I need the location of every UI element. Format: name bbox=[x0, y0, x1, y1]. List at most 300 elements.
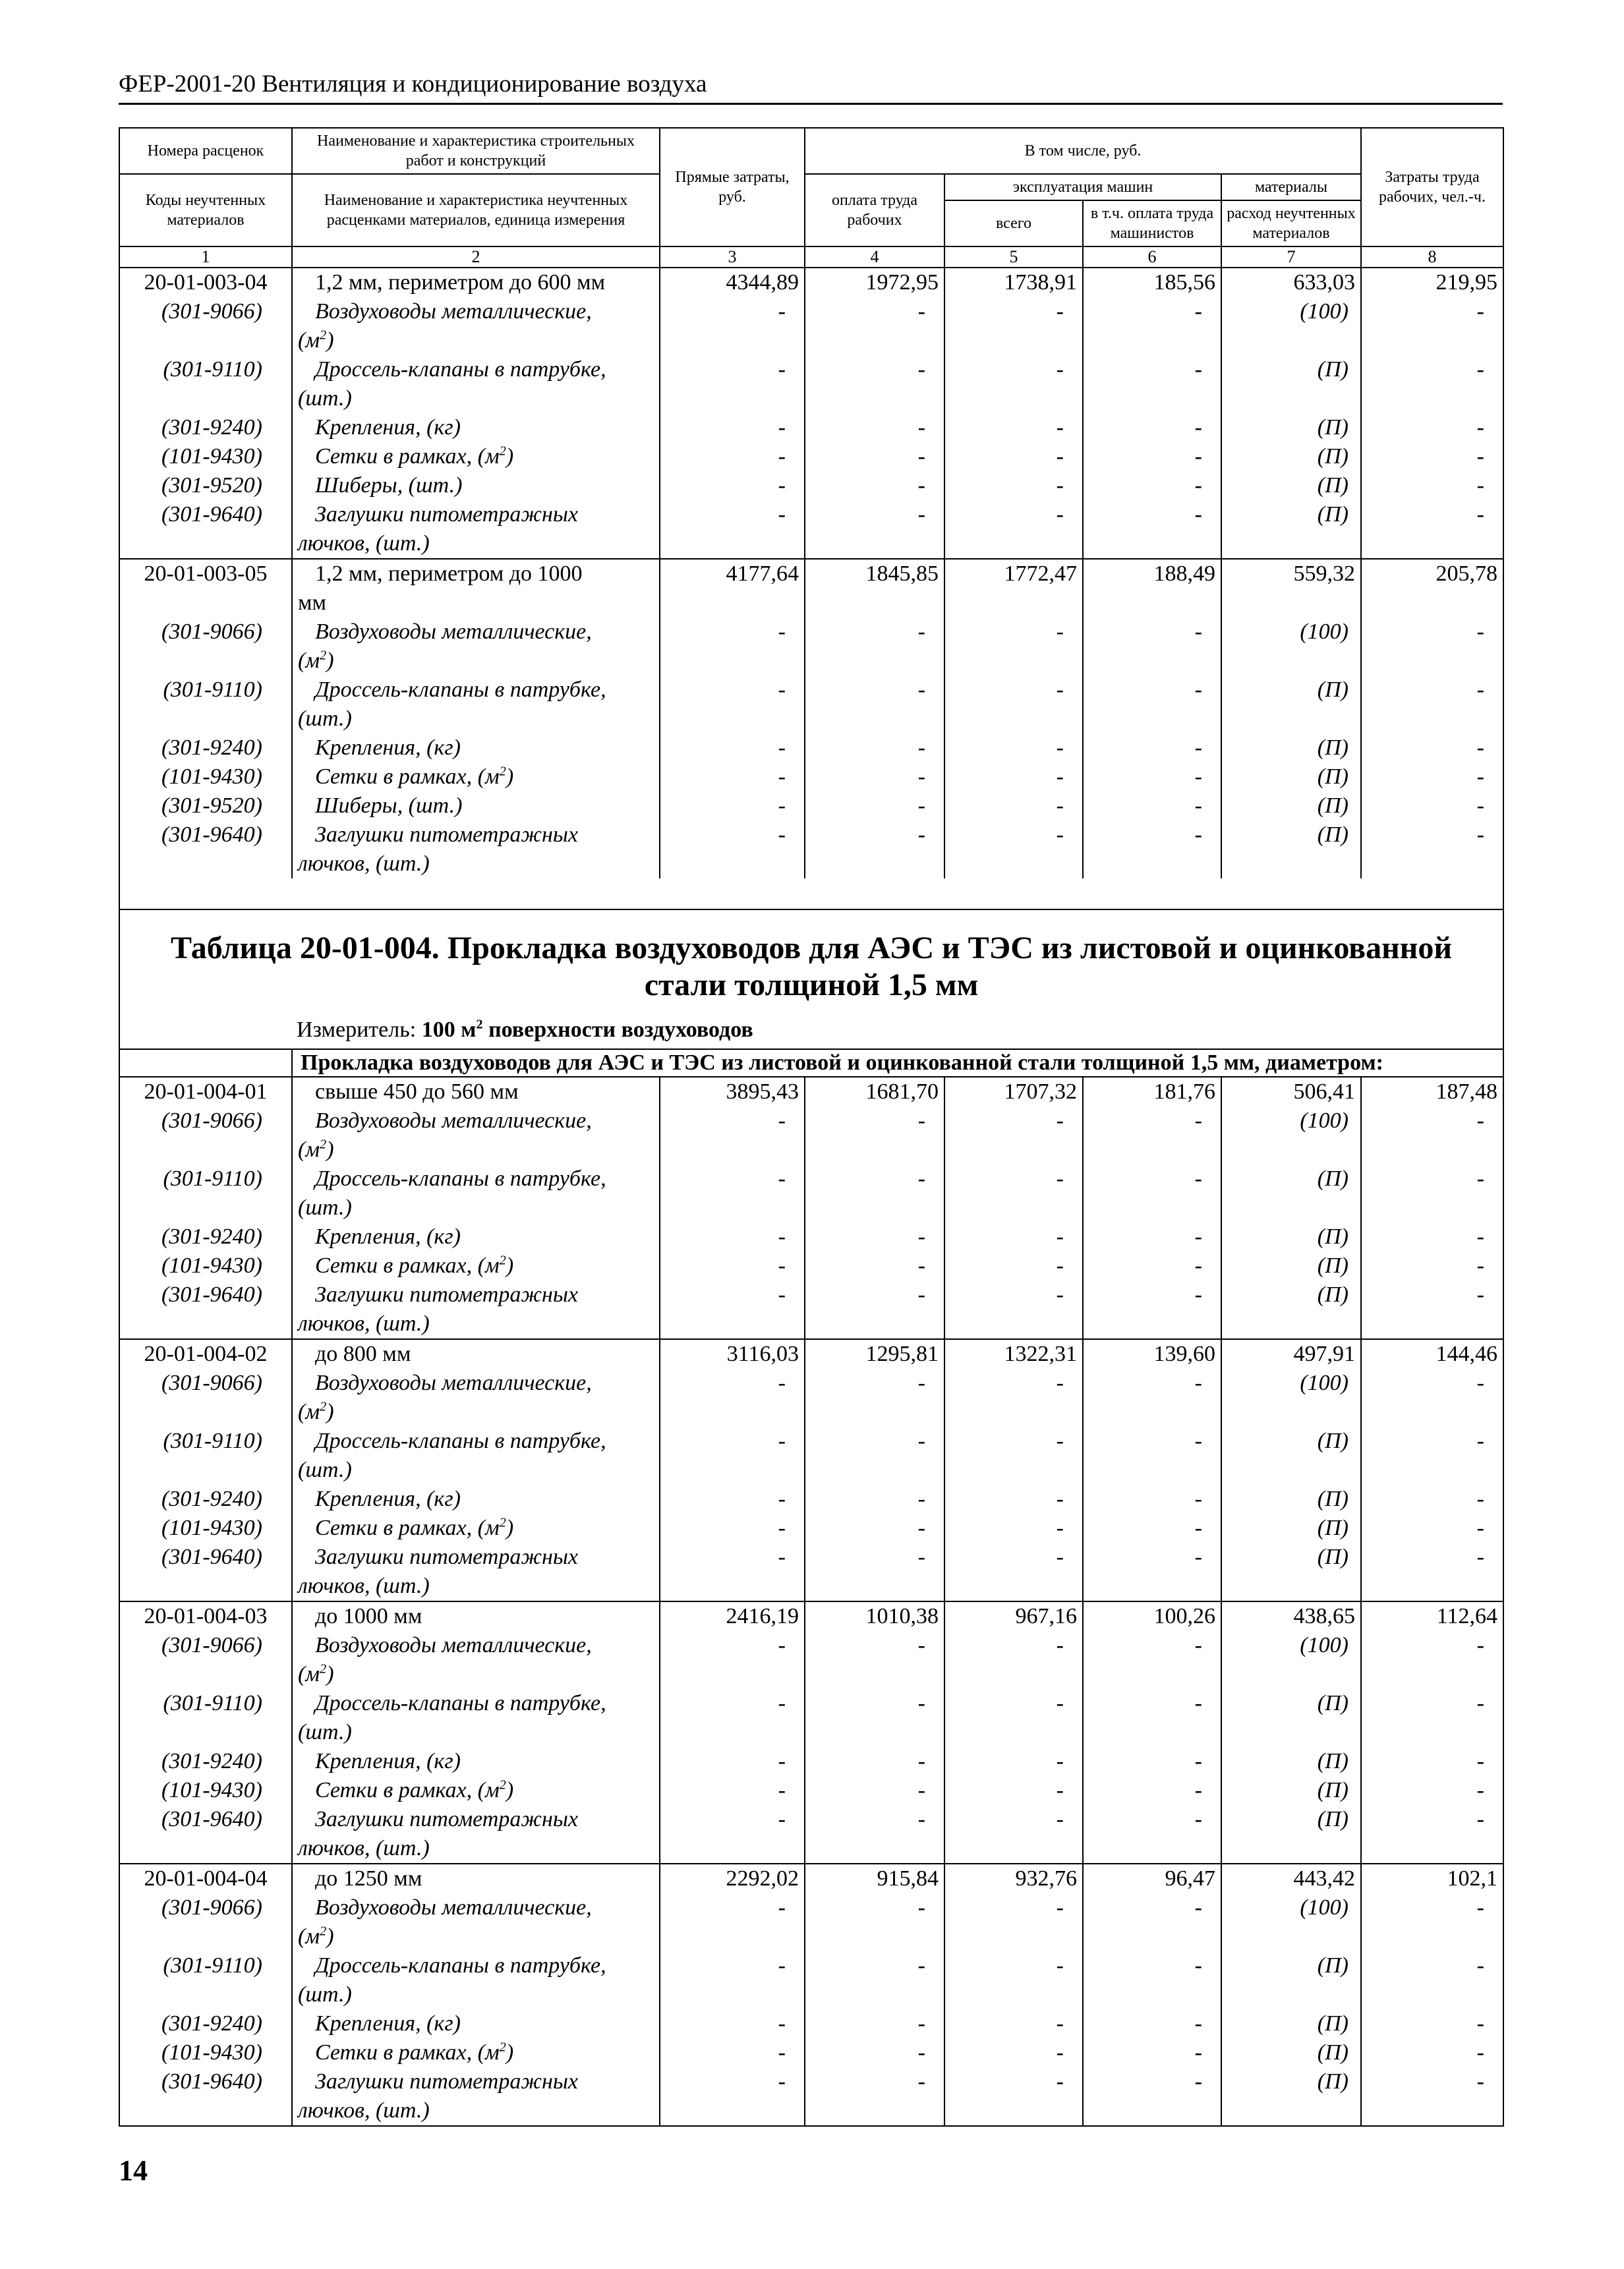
material-name-sup: 2 bbox=[499, 1777, 506, 1793]
material-consumption: (П) bbox=[1221, 500, 1361, 559]
running-head: ФЕР-2001-20 Вентиляция и кондиционирование воздуха bbox=[119, 66, 1503, 105]
material-consumption: (П) bbox=[1221, 1251, 1361, 1280]
dash-cell: - bbox=[660, 1543, 805, 1601]
material-name-text bbox=[298, 2038, 654, 2067]
dash-cell: - bbox=[1083, 471, 1221, 500]
material-name bbox=[292, 791, 660, 820]
material-name-tail: ) bbox=[506, 444, 514, 469]
dash-cell: - bbox=[1083, 762, 1221, 791]
dash-cell: - bbox=[1361, 1514, 1503, 1543]
dash-cell: - bbox=[1083, 442, 1221, 471]
material-code: (301-9520) bbox=[119, 791, 292, 820]
material-name-sup: 2 bbox=[499, 2040, 506, 2055]
dash-cell: - bbox=[1361, 733, 1503, 762]
dash-cell: - bbox=[1361, 1222, 1503, 1251]
material-name bbox=[292, 442, 660, 471]
dash-cell: - bbox=[805, 733, 944, 762]
dash-cell: - bbox=[944, 1893, 1083, 1951]
table2-title-block bbox=[119, 909, 1503, 1049]
material-name-text: Шиберы, (шт.) bbox=[315, 793, 463, 818]
material-name bbox=[292, 1631, 660, 1689]
dash-cell: - bbox=[1361, 1747, 1503, 1776]
material-unit-tail: ) bbox=[326, 1400, 334, 1424]
dash-cell: - bbox=[1361, 1106, 1503, 1164]
machinist-pay: 188,49 bbox=[1083, 559, 1221, 618]
dash-cell: - bbox=[944, 618, 1083, 675]
machinist-pay: 139,60 bbox=[1083, 1339, 1221, 1369]
material-code: (301-9110) bbox=[119, 675, 292, 733]
material-consumption: (П) bbox=[1221, 442, 1361, 471]
dash-cell: - bbox=[944, 1776, 1083, 1805]
material-unit-text: (шт.) bbox=[298, 1720, 352, 1744]
material-code: (301-9640) bbox=[119, 1543, 292, 1601]
material-consumption: (П) bbox=[1221, 1222, 1361, 1251]
machinist-pay: 181,76 bbox=[1083, 1077, 1221, 1106]
dash-cell: - bbox=[1361, 791, 1503, 820]
material-name-text bbox=[298, 1776, 654, 1805]
dash-cell: - bbox=[660, 791, 805, 820]
dash-cell: - bbox=[660, 1369, 805, 1427]
material-unit-text: (м bbox=[298, 1400, 320, 1424]
material-name bbox=[292, 1893, 660, 1951]
dash-cell: - bbox=[944, 1164, 1083, 1222]
dash-cell: - bbox=[1083, 618, 1221, 675]
dash-cell: - bbox=[944, 500, 1083, 559]
material-unit-sup: 2 bbox=[320, 328, 327, 343]
dash-cell: - bbox=[944, 1369, 1083, 1427]
rate-row bbox=[119, 559, 1503, 618]
material-name bbox=[292, 1543, 660, 1601]
material-name-text: Дроссель-клапаны в патрубке, bbox=[315, 1691, 606, 1715]
rate-name bbox=[292, 1864, 660, 1893]
dash-cell: - bbox=[805, 442, 944, 471]
material-row bbox=[119, 618, 1503, 675]
material-consumption: (П) bbox=[1221, 1280, 1361, 1339]
materials-cost: 633,03 bbox=[1221, 268, 1361, 297]
table-title-line2: стали толщиной 1,5 мм bbox=[644, 967, 979, 1002]
material-name bbox=[292, 297, 660, 355]
material-name bbox=[292, 1485, 660, 1514]
dash-cell: - bbox=[1083, 1369, 1221, 1427]
header-machinist-pay: в т.ч. оплата труда машинистов bbox=[1083, 200, 1221, 246]
rate-name-text: до 800 мм bbox=[315, 1342, 411, 1366]
rate-name-text: 1,2 мм, периметром до 600 мм bbox=[315, 270, 606, 295]
material-unit bbox=[298, 1834, 654, 1863]
dash-cell: - bbox=[660, 733, 805, 762]
material-consumption: (100) bbox=[1221, 1106, 1361, 1164]
dash-cell: - bbox=[805, 1251, 944, 1280]
material-row bbox=[119, 297, 1503, 355]
material-unit bbox=[298, 1718, 654, 1747]
dash-cell: - bbox=[660, 2009, 805, 2038]
labor-pay: 915,84 bbox=[805, 1864, 944, 1893]
dash-cell: - bbox=[1083, 1106, 1221, 1164]
rate-row bbox=[119, 1339, 1503, 1369]
dash-cell: - bbox=[660, 1514, 805, 1543]
material-row bbox=[119, 820, 1503, 878]
labor-pay: 1845,85 bbox=[805, 559, 944, 618]
rate-code: 20-01-004-03 bbox=[119, 1601, 292, 1631]
material-unit-text: (м bbox=[298, 648, 320, 673]
material-unit bbox=[298, 1922, 654, 1951]
material-name-text: Заглушки питометражных bbox=[315, 1282, 578, 1307]
material-code: (101-9430) bbox=[119, 762, 292, 791]
dash-cell: - bbox=[944, 1951, 1083, 2009]
dash-cell: - bbox=[660, 500, 805, 559]
material-unit bbox=[298, 704, 654, 733]
column-number: 2 bbox=[292, 246, 660, 268]
dash-cell: - bbox=[805, 355, 944, 413]
header-direct-costs: Прямые затраты, руб. bbox=[660, 128, 805, 246]
dash-cell: - bbox=[1361, 442, 1503, 471]
dash-cell: - bbox=[1083, 1543, 1221, 1601]
dash-cell: - bbox=[1361, 1427, 1503, 1485]
dash-cell: - bbox=[1083, 2009, 1221, 2038]
dash-cell: - bbox=[1361, 1951, 1503, 2009]
material-name-text: Крепления, (кг) bbox=[315, 1487, 461, 1511]
material-consumption: (П) bbox=[1221, 413, 1361, 442]
dash-cell: - bbox=[1083, 413, 1221, 442]
dash-cell: - bbox=[1083, 675, 1221, 733]
dash-cell: - bbox=[1083, 1427, 1221, 1485]
dash-cell: - bbox=[1083, 1514, 1221, 1543]
dash-cell: - bbox=[1361, 2009, 1503, 2038]
machines-total: 1707,32 bbox=[944, 1077, 1083, 1106]
dash-cell: - bbox=[660, 1689, 805, 1747]
material-name bbox=[292, 1689, 660, 1747]
rate-code: 20-01-003-05 bbox=[119, 559, 292, 618]
rate-name bbox=[292, 268, 660, 297]
rate-code: 20-01-004-02 bbox=[119, 1339, 292, 1369]
dash-cell: - bbox=[1361, 1689, 1503, 1747]
rate-name bbox=[292, 559, 660, 618]
material-name-text: Сетки в рамках, (м bbox=[315, 764, 500, 789]
material-consumption: (П) bbox=[1221, 355, 1361, 413]
material-unit-text: (шт.) bbox=[298, 1982, 352, 2007]
dash-cell: - bbox=[660, 675, 805, 733]
dash-cell: - bbox=[1361, 618, 1503, 675]
material-code: (301-9240) bbox=[119, 2009, 292, 2038]
material-code: (301-9066) bbox=[119, 1106, 292, 1164]
material-consumption: (П) bbox=[1221, 1747, 1361, 1776]
material-unit bbox=[298, 326, 654, 355]
material-row bbox=[119, 1369, 1503, 1427]
dash-cell: - bbox=[944, 762, 1083, 791]
material-row bbox=[119, 2009, 1503, 2038]
material-unit bbox=[298, 1980, 654, 2009]
material-row bbox=[119, 1106, 1503, 1164]
material-name bbox=[292, 500, 660, 559]
rate-name bbox=[292, 1077, 660, 1106]
material-unit-tail: ) bbox=[326, 1137, 334, 1162]
material-name bbox=[292, 618, 660, 675]
material-name-tail: ) bbox=[506, 2040, 514, 2065]
material-name-text: Воздуховоды металлические, bbox=[315, 1633, 592, 1657]
materials-cost: 443,42 bbox=[1221, 1864, 1361, 1893]
material-name-tail: ) bbox=[506, 764, 514, 789]
dash-cell: - bbox=[1083, 1689, 1221, 1747]
rate-name-text: 1,2 мм, периметром до 1000 bbox=[315, 561, 583, 586]
material-name bbox=[292, 413, 660, 442]
dash-cell: - bbox=[660, 1164, 805, 1222]
material-name-text bbox=[298, 762, 654, 791]
dash-cell: - bbox=[1361, 1805, 1503, 1864]
material-unit-text: лючков, (шт.) bbox=[298, 851, 430, 876]
material-name-text: Воздуховоды металлические, bbox=[315, 1108, 592, 1133]
material-name bbox=[292, 733, 660, 762]
material-code: (301-9240) bbox=[119, 1485, 292, 1514]
dash-cell: - bbox=[1361, 1631, 1503, 1689]
material-row bbox=[119, 1747, 1503, 1776]
material-unit bbox=[298, 1456, 654, 1485]
material-name-text: Воздуховоды металлические, bbox=[315, 619, 592, 644]
material-row bbox=[119, 1805, 1503, 1864]
material-name bbox=[292, 1251, 660, 1280]
dash-cell: - bbox=[805, 1543, 944, 1601]
material-name-text: Дроссель-клапаны в патрубке, bbox=[315, 677, 606, 702]
material-name bbox=[292, 355, 660, 413]
material-code: (301-9066) bbox=[119, 1631, 292, 1689]
material-name bbox=[292, 1514, 660, 1543]
material-name-text: Сетки в рамках, (м bbox=[315, 1516, 500, 1540]
dash-cell: - bbox=[805, 500, 944, 559]
measure-unit bbox=[127, 1017, 1496, 1043]
dash-cell: - bbox=[660, 1485, 805, 1514]
material-code: (301-9640) bbox=[119, 1805, 292, 1864]
material-unit-text: (шт.) bbox=[298, 1458, 352, 1482]
dash-cell: - bbox=[660, 355, 805, 413]
dash-cell: - bbox=[805, 2009, 944, 2038]
subheading: Прокладка воздуховодов для АЭС и ТЭС из листовой и оцинкованной стали толщиной 1,5 мм, диаметром: bbox=[292, 1049, 1503, 1077]
dash-cell: - bbox=[1083, 1776, 1221, 1805]
dash-cell: - bbox=[1361, 2038, 1503, 2067]
material-consumption: (П) bbox=[1221, 1514, 1361, 1543]
material-name-text: Сетки в рамках, (м bbox=[315, 1253, 500, 1278]
dash-cell: - bbox=[944, 1251, 1083, 1280]
material-name bbox=[292, 1222, 660, 1251]
material-name-text: Заглушки питометражных bbox=[315, 502, 578, 527]
material-unit bbox=[298, 529, 654, 558]
dash-cell: - bbox=[1361, 1776, 1503, 1805]
material-name bbox=[292, 2067, 660, 2126]
material-code: (101-9430) bbox=[119, 1251, 292, 1280]
material-name-text: Крепления, (кг) bbox=[315, 735, 461, 760]
material-consumption: (П) bbox=[1221, 1427, 1361, 1485]
labor-pay: 1010,38 bbox=[805, 1601, 944, 1631]
material-unit-text: лючков, (шт.) bbox=[298, 2098, 430, 2123]
dash-cell: - bbox=[660, 297, 805, 355]
material-consumption: (100) bbox=[1221, 297, 1361, 355]
material-row bbox=[119, 1222, 1503, 1251]
material-row bbox=[119, 1776, 1503, 1805]
dash-cell: - bbox=[805, 1485, 944, 1514]
material-unit-text: (шт.) bbox=[298, 706, 352, 731]
material-row bbox=[119, 1543, 1503, 1601]
material-name-text: Заглушки питометражных bbox=[315, 1807, 578, 1831]
material-name bbox=[292, 820, 660, 878]
header-labor-pay: оплата труда рабочих bbox=[805, 174, 944, 246]
dash-cell: - bbox=[944, 1689, 1083, 1747]
dash-cell: - bbox=[805, 1747, 944, 1776]
dash-cell: - bbox=[660, 1427, 805, 1485]
material-code: (301-9640) bbox=[119, 820, 292, 878]
dash-cell: - bbox=[805, 1631, 944, 1689]
dash-cell: - bbox=[1361, 2067, 1503, 2126]
dash-cell: - bbox=[944, 791, 1083, 820]
material-code: (301-9240) bbox=[119, 733, 292, 762]
dash-cell: - bbox=[1361, 1280, 1503, 1339]
table2-heading bbox=[119, 878, 1503, 1077]
material-row bbox=[119, 733, 1503, 762]
dash-cell: - bbox=[660, 1747, 805, 1776]
rate-row bbox=[119, 1077, 1503, 1106]
material-name bbox=[292, 762, 660, 791]
dash-cell: - bbox=[1083, 500, 1221, 559]
material-row bbox=[119, 413, 1503, 442]
material-unit-sup: 2 bbox=[320, 1399, 327, 1414]
dash-cell: - bbox=[1361, 355, 1503, 413]
material-consumption: (П) bbox=[1221, 1776, 1361, 1805]
dash-cell: - bbox=[1083, 1251, 1221, 1280]
material-row bbox=[119, 442, 1503, 471]
material-code: (301-9240) bbox=[119, 413, 292, 442]
material-code: (301-9240) bbox=[119, 1222, 292, 1251]
subheading-blank bbox=[119, 1049, 292, 1077]
dash-cell: - bbox=[805, 1106, 944, 1164]
materials-cost: 559,32 bbox=[1221, 559, 1361, 618]
material-unit bbox=[298, 384, 654, 413]
material-code: (101-9430) bbox=[119, 1514, 292, 1543]
dash-cell: - bbox=[944, 1427, 1083, 1485]
dash-cell: - bbox=[1083, 1631, 1221, 1689]
dash-cell: - bbox=[805, 1164, 944, 1222]
material-row bbox=[119, 675, 1503, 733]
header-materials: материалы bbox=[1221, 174, 1361, 200]
dash-cell: - bbox=[944, 675, 1083, 733]
material-consumption: (100) bbox=[1221, 1369, 1361, 1427]
material-name-text: Заглушки питометражных bbox=[315, 822, 578, 847]
material-unit-text: (шт.) bbox=[298, 1195, 352, 1220]
material-unit bbox=[298, 1398, 654, 1427]
material-name-tail: ) bbox=[506, 1516, 514, 1540]
material-code: (101-9430) bbox=[119, 1776, 292, 1805]
table-gap bbox=[119, 878, 1503, 909]
machines-total: 1738,91 bbox=[944, 268, 1083, 297]
material-name bbox=[292, 1164, 660, 1222]
dash-cell: - bbox=[660, 413, 805, 442]
dash-cell: - bbox=[944, 2067, 1083, 2126]
material-code: (301-9110) bbox=[119, 1951, 292, 2009]
material-unit bbox=[298, 1660, 654, 1689]
material-name-text: Сетки в рамках, (м bbox=[315, 2040, 500, 2065]
dash-cell: - bbox=[805, 1369, 944, 1427]
dash-cell: - bbox=[805, 1280, 944, 1339]
dash-cell: - bbox=[1361, 1251, 1503, 1280]
dash-cell: - bbox=[805, 820, 944, 878]
rate-name bbox=[292, 1601, 660, 1631]
machines-total: 932,76 bbox=[944, 1864, 1083, 1893]
material-name-text: Крепления, (кг) bbox=[315, 415, 461, 440]
material-code: (301-9640) bbox=[119, 1280, 292, 1339]
dash-cell: - bbox=[1361, 1485, 1503, 1514]
material-unit-tail: ) bbox=[326, 648, 334, 673]
dash-cell: - bbox=[1083, 355, 1221, 413]
labor-pay: 1295,81 bbox=[805, 1339, 944, 1369]
material-unit bbox=[298, 849, 654, 878]
machines-total: 1322,31 bbox=[944, 1339, 1083, 1369]
material-name-text bbox=[298, 1514, 654, 1543]
direct-costs: 2416,19 bbox=[660, 1601, 805, 1631]
dash-cell: - bbox=[944, 1106, 1083, 1164]
material-code: (301-9640) bbox=[119, 2067, 292, 2126]
material-name-text: Дроссель-клапаны в патрубке, bbox=[315, 1953, 606, 1978]
dash-cell: - bbox=[1083, 1805, 1221, 1864]
material-consumption: (П) bbox=[1221, 675, 1361, 733]
material-code: (101-9430) bbox=[119, 2038, 292, 2067]
material-consumption: (П) bbox=[1221, 1951, 1361, 2009]
dash-cell: - bbox=[1361, 1369, 1503, 1427]
dash-cell: - bbox=[1361, 675, 1503, 733]
dash-cell: - bbox=[660, 1222, 805, 1251]
dash-cell: - bbox=[1083, 1747, 1221, 1776]
material-unit-text: (шт.) bbox=[298, 386, 352, 411]
material-name-text: Крепления, (кг) bbox=[315, 1224, 461, 1249]
rate-code: 20-01-004-01 bbox=[119, 1077, 292, 1106]
material-name bbox=[292, 1106, 660, 1164]
material-consumption: (П) bbox=[1221, 762, 1361, 791]
dash-cell: - bbox=[944, 1631, 1083, 1689]
material-name bbox=[292, 1747, 660, 1776]
materials-cost: 497,91 bbox=[1221, 1339, 1361, 1369]
material-name-tail: ) bbox=[506, 1778, 514, 1802]
header-including: В том числе, руб. bbox=[805, 128, 1361, 174]
dash-cell: - bbox=[805, 618, 944, 675]
material-consumption: (100) bbox=[1221, 1631, 1361, 1689]
material-unit-text: (м bbox=[298, 1137, 320, 1162]
material-name bbox=[292, 1805, 660, 1864]
material-name bbox=[292, 1951, 660, 2009]
dash-cell: - bbox=[944, 1280, 1083, 1339]
dash-cell: - bbox=[805, 1776, 944, 1805]
rate-code: 20-01-004-04 bbox=[119, 1864, 292, 1893]
direct-costs: 4344,89 bbox=[660, 268, 805, 297]
material-row bbox=[119, 1485, 1503, 1514]
dash-cell: - bbox=[944, 1747, 1083, 1776]
dash-cell: - bbox=[805, 297, 944, 355]
material-row bbox=[119, 1251, 1503, 1280]
dash-cell: - bbox=[660, 820, 805, 878]
labor-pay: 1972,95 bbox=[805, 268, 944, 297]
material-consumption: (100) bbox=[1221, 618, 1361, 675]
dash-cell: - bbox=[805, 762, 944, 791]
material-name-text: Дроссель-клапаны в патрубке, bbox=[315, 357, 606, 382]
rate-name-text: свыше 450 до 560 мм bbox=[315, 1079, 519, 1104]
material-consumption: (100) bbox=[1221, 1893, 1361, 1951]
material-row bbox=[119, 355, 1503, 413]
material-name-text bbox=[298, 442, 654, 471]
header-machines-total: всего bbox=[944, 200, 1083, 246]
dash-cell: - bbox=[660, 1631, 805, 1689]
dash-cell: - bbox=[660, 1106, 805, 1164]
material-unit-tail: ) bbox=[326, 328, 334, 353]
materials-cost: 506,41 bbox=[1221, 1077, 1361, 1106]
material-code: (301-9066) bbox=[119, 1893, 292, 1951]
column-number: 3 bbox=[660, 246, 805, 268]
dash-cell: - bbox=[805, 675, 944, 733]
material-name-sup: 2 bbox=[499, 1515, 506, 1530]
material-unit-text: лючков, (шт.) bbox=[298, 1311, 430, 1336]
material-name-text: Воздуховоды металлические, bbox=[315, 299, 592, 324]
